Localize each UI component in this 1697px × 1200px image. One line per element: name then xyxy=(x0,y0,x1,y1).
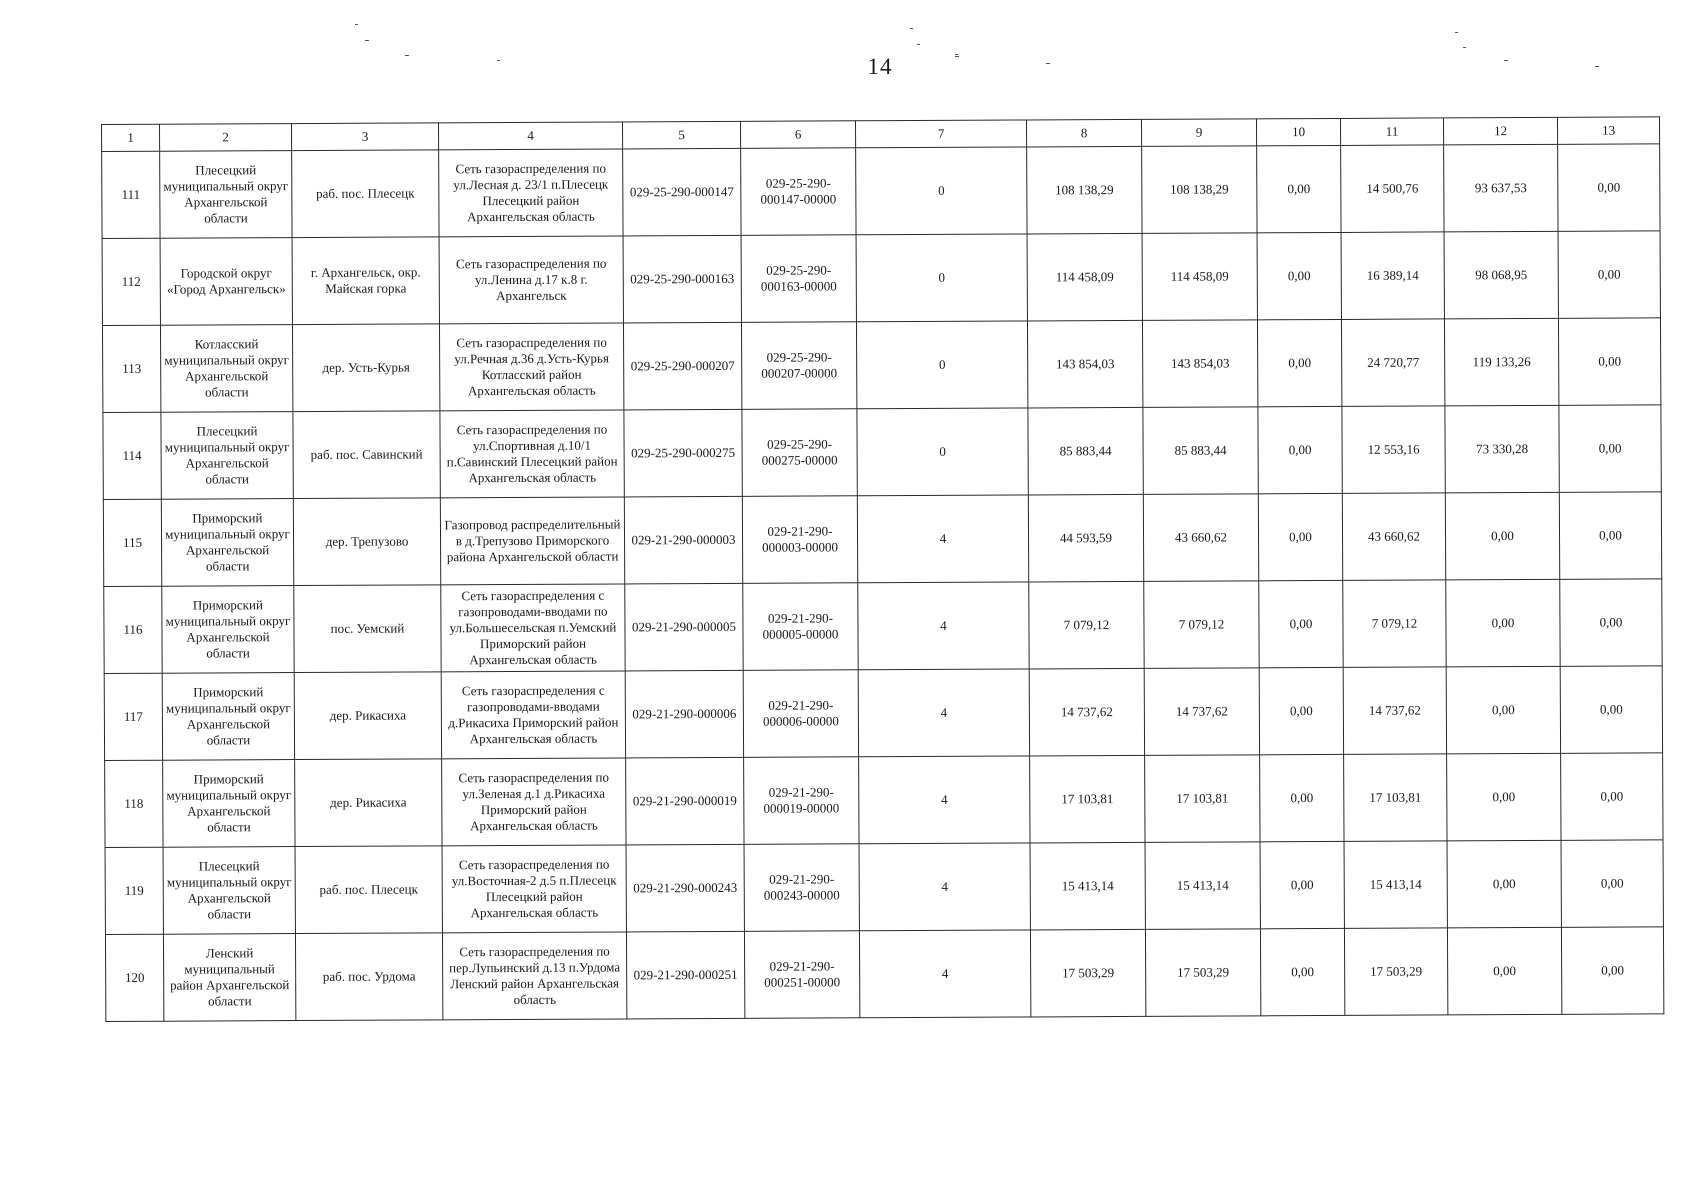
value-cell-12: 98 068,95 xyxy=(1444,231,1558,319)
value-cell-13: 0,00 xyxy=(1558,318,1660,405)
value-cell-11: 17 103,81 xyxy=(1344,754,1447,842)
scan-speck xyxy=(910,28,913,29)
column-header: 13 xyxy=(1557,117,1659,144)
registry-code-cell: 029-21-290-000243-00000 xyxy=(744,844,859,932)
value-cell-10: 0,00 xyxy=(1258,406,1342,493)
object-code-cell: 029-21-290-000006 xyxy=(625,670,743,758)
municipality-cell: Ленский муниципальный район Архангельской области xyxy=(163,934,295,1022)
row-number-cell: 119 xyxy=(105,847,163,934)
column-header: 10 xyxy=(1256,118,1340,145)
settlement-cell: раб. пос. Урдома xyxy=(295,933,442,1021)
value-cell-12: 73 330,28 xyxy=(1445,405,1559,493)
column-header: 3 xyxy=(292,123,439,151)
value-cell-13: 0,00 xyxy=(1560,579,1662,666)
value-cell-12: 0,00 xyxy=(1446,666,1560,754)
registry-code-cell: 029-25-290-000275-00000 xyxy=(742,409,857,497)
value-cell-11: 24 720,77 xyxy=(1341,319,1444,407)
value-cell-13: 0,00 xyxy=(1561,840,1663,927)
value-cell-11: 15 413,14 xyxy=(1344,841,1447,929)
value-cell-8: 17 503,29 xyxy=(1030,929,1145,1017)
value-cell-12: 0,00 xyxy=(1447,840,1561,928)
scan-speck xyxy=(1595,66,1599,67)
page-number: 14 xyxy=(867,54,893,79)
registry-code-cell: 029-21-290-000019-00000 xyxy=(744,757,859,845)
scan-speck xyxy=(1046,63,1050,64)
object-code-cell: 029-21-290-000243 xyxy=(626,844,744,932)
registry-code-cell: 029-21-290-000251-00000 xyxy=(744,931,859,1019)
value-cell-13: 0,00 xyxy=(1561,753,1663,840)
value-cell-7: 4 xyxy=(858,582,1029,670)
value-cell-9: 17 103,81 xyxy=(1145,755,1260,843)
value-cell-13: 0,00 xyxy=(1560,666,1662,753)
value-cell-12: 93 637,53 xyxy=(1444,144,1558,232)
data-table xyxy=(101,116,1664,1022)
value-cell-11: 43 660,62 xyxy=(1342,493,1445,581)
value-cell-11: 17 503,29 xyxy=(1344,928,1447,1016)
object-code-cell: 029-25-290-000163 xyxy=(623,235,741,323)
value-cell-7: 4 xyxy=(858,669,1029,757)
value-cell-13: 0,00 xyxy=(1559,405,1661,492)
value-cell-10: 0,00 xyxy=(1257,232,1341,319)
value-cell-8: 108 138,29 xyxy=(1027,146,1142,234)
value-cell-8: 44 593,59 xyxy=(1028,494,1143,582)
value-cell-12: 119 133,26 xyxy=(1444,318,1558,406)
municipality-cell: Приморский муниципальный округ Архангельской области xyxy=(162,586,294,674)
object-name-cell: Сеть газораспределения по ул.Лесная д. 23/1 п.Плесецк Плесецкий район Архангельская область xyxy=(439,149,623,237)
row-number-cell: 118 xyxy=(105,760,163,847)
value-cell-12: 0,00 xyxy=(1447,927,1561,1015)
row-number-cell: 112 xyxy=(102,238,160,325)
value-cell-7: 0 xyxy=(857,408,1028,496)
row-number-cell: 115 xyxy=(103,499,161,586)
object-code-cell: 029-25-290-000207 xyxy=(623,322,741,410)
registry-code-cell: 029-25-290-000147-00000 xyxy=(741,148,856,236)
value-cell-11: 14 737,62 xyxy=(1343,667,1446,755)
value-cell-9: 14 737,62 xyxy=(1144,668,1259,756)
value-cell-13: 0,00 xyxy=(1561,927,1663,1014)
municipality-cell: Плесецкий муниципальный округ Архангельской области xyxy=(161,412,293,500)
value-cell-13: 0,00 xyxy=(1558,144,1660,231)
column-header: 8 xyxy=(1026,119,1141,147)
value-cell-7: 0 xyxy=(856,147,1027,235)
table-row xyxy=(102,231,1660,326)
value-cell-10: 0,00 xyxy=(1260,928,1344,1015)
table-row xyxy=(104,666,1662,761)
table-row xyxy=(104,579,1662,674)
value-cell-7: 0 xyxy=(856,234,1027,322)
value-cell-7: 0 xyxy=(856,321,1027,409)
value-cell-8: 14 737,62 xyxy=(1029,668,1144,756)
table-row xyxy=(103,405,1661,500)
value-cell-9: 43 660,62 xyxy=(1143,494,1258,582)
object-name-cell: Сеть газораспределения по ул.Восточная-2 д.5 п.Плесецк Плесецкий район Архангельская область xyxy=(442,845,626,933)
registry-code-cell: 029-21-290-000003-00000 xyxy=(742,496,857,584)
object-code-cell: 029-21-290-000003 xyxy=(624,496,742,584)
column-header: 6 xyxy=(740,121,855,149)
registry-code-cell: 029-21-290-000006-00000 xyxy=(743,670,858,758)
registry-code-cell: 029-25-290-000207-00000 xyxy=(741,322,856,410)
municipality-cell: Приморский муниципальный округ Архангельской области xyxy=(161,499,293,587)
object-code-cell: 029-21-290-000019 xyxy=(626,757,744,845)
object-name-cell: Сеть газораспределения по ул.Спортивная д.10/1 п.Савинский Плесецкий район Архангельская область xyxy=(440,410,624,498)
value-cell-10: 0,00 xyxy=(1260,841,1344,928)
column-header: 1 xyxy=(102,124,160,151)
municipality-cell: Плесецкий муниципальный округ Архангельской области xyxy=(163,847,295,935)
table-row xyxy=(105,927,1663,1022)
object-code-cell: 029-25-290-000147 xyxy=(623,148,741,236)
value-cell-10: 0,00 xyxy=(1259,580,1343,667)
object-name-cell: Газопровод распределительный в д.Трепузово Приморского района Архангельской области xyxy=(440,497,624,585)
object-name-cell: Сеть газораспределения с газопроводами-вводами по ул.Большесельская п.Уемский Приморский район Архангельская область xyxy=(441,584,625,672)
registry-code-cell: 029-25-290-000163-00000 xyxy=(741,235,856,323)
value-cell-11: 16 389,14 xyxy=(1341,232,1444,320)
object-name-cell: Сеть газораспределения по ул.Речная д.36 д.Усть-Курья Котласский район Архангельская область xyxy=(439,323,623,411)
scan-speck xyxy=(497,60,500,61)
value-cell-8: 7 079,12 xyxy=(1029,581,1144,669)
row-number-cell: 117 xyxy=(104,673,162,760)
column-header: 9 xyxy=(1141,119,1256,147)
registry-code-cell: 029-21-290-000005-00000 xyxy=(743,583,858,671)
value-cell-10: 0,00 xyxy=(1257,145,1341,232)
value-cell-9: 17 503,29 xyxy=(1145,929,1260,1017)
object-name-cell: Сеть газораспределения по ул.Ленина д.17 к.8 г. Архангельск xyxy=(439,236,623,324)
value-cell-12: 0,00 xyxy=(1447,753,1561,841)
row-number-cell: 116 xyxy=(104,586,162,673)
column-header: 5 xyxy=(622,121,740,149)
value-cell-7: 4 xyxy=(857,495,1028,583)
scan-speck xyxy=(1463,47,1466,48)
value-cell-9: 143 854,03 xyxy=(1142,320,1257,408)
value-cell-12: 0,00 xyxy=(1445,492,1559,580)
object-code-cell: 029-25-290-000275 xyxy=(624,409,742,497)
value-cell-9: 108 138,29 xyxy=(1142,146,1257,234)
value-cell-9: 114 458,09 xyxy=(1142,233,1257,321)
value-cell-11: 12 553,16 xyxy=(1342,406,1445,494)
scan-speck xyxy=(365,40,369,41)
value-cell-13: 0,00 xyxy=(1559,492,1661,579)
municipality-cell: Плесецкий муниципальный округ Архангельской области xyxy=(160,151,292,239)
value-cell-11: 7 079,12 xyxy=(1343,580,1446,668)
table-row xyxy=(102,144,1660,239)
scan-speck xyxy=(1455,32,1458,33)
table-row xyxy=(105,840,1663,935)
scan-speck xyxy=(955,56,959,57)
object-code-cell: 029-21-290-000251 xyxy=(626,931,744,1019)
settlement-cell: пос. Уемский xyxy=(294,585,441,673)
row-number-cell: 120 xyxy=(105,934,163,1021)
value-cell-7: 4 xyxy=(859,843,1030,931)
value-cell-11: 14 500,76 xyxy=(1341,145,1444,233)
settlement-cell: дер. Рикасиха xyxy=(295,759,442,847)
table-row xyxy=(102,318,1660,413)
municipality-cell: Приморский муниципальный округ Архангельской области xyxy=(162,673,294,761)
municipality-cell: Котласский муниципальный округ Архангельской области xyxy=(160,325,292,413)
value-cell-9: 15 413,14 xyxy=(1145,842,1260,930)
value-cell-10: 0,00 xyxy=(1258,493,1342,580)
row-number-cell: 111 xyxy=(102,151,160,238)
value-cell-13: 0,00 xyxy=(1558,231,1660,318)
column-header: 4 xyxy=(438,122,622,150)
value-cell-9: 7 079,12 xyxy=(1144,581,1259,669)
municipality-cell: Приморский муниципальный округ Архангельской области xyxy=(163,760,295,848)
scan-speck xyxy=(405,55,409,56)
value-cell-10: 0,00 xyxy=(1257,319,1341,406)
row-number-cell: 114 xyxy=(103,412,161,499)
settlement-cell: дер. Усть-Курья xyxy=(292,324,439,412)
settlement-cell: дер. Трепузово xyxy=(293,498,440,586)
value-cell-7: 4 xyxy=(859,756,1030,844)
value-cell-8: 143 854,03 xyxy=(1027,320,1142,408)
settlement-cell: раб. пос. Плесецк xyxy=(292,150,439,238)
value-cell-10: 0,00 xyxy=(1260,754,1344,841)
settlement-cell: раб. пос. Плесецк xyxy=(295,846,442,934)
value-cell-7: 4 xyxy=(859,930,1030,1018)
settlement-cell: г. Архангельск, окр. Майская горка xyxy=(292,237,439,325)
value-cell-8: 17 103,81 xyxy=(1030,755,1145,843)
value-cell-9: 85 883,44 xyxy=(1143,407,1258,495)
value-cell-8: 114 458,09 xyxy=(1027,233,1142,321)
scan-speck xyxy=(1504,60,1508,61)
scan-speck xyxy=(355,24,358,25)
municipality-cell: Городской округ «Город Архангельск» xyxy=(160,238,292,326)
value-cell-10: 0,00 xyxy=(1259,667,1343,754)
table-row xyxy=(105,753,1663,848)
settlement-cell: дер. Рикасиха xyxy=(294,672,441,760)
object-name-cell: Сеть газораспределения по пер.Лупьинский д.13 п.Урдома Ленский район Архангельская область xyxy=(442,932,626,1020)
value-cell-12: 0,00 xyxy=(1446,579,1560,667)
column-header: 11 xyxy=(1340,118,1443,146)
column-header: 2 xyxy=(160,124,292,152)
row-number-cell: 113 xyxy=(102,325,160,412)
column-header: 12 xyxy=(1443,117,1557,145)
value-cell-8: 15 413,14 xyxy=(1030,842,1145,930)
value-cell-8: 85 883,44 xyxy=(1028,407,1143,495)
scan-speck xyxy=(917,44,920,45)
object-name-cell: Сеть газораспределения по ул.Зеленая д.1 д.Рикасиха Приморский район Архангельская область xyxy=(442,758,626,846)
scan-speck xyxy=(955,54,958,55)
table-row xyxy=(103,492,1661,587)
object-code-cell: 029-21-290-000005 xyxy=(625,583,743,671)
settlement-cell: раб. пос. Савинский xyxy=(293,411,440,499)
column-header: 7 xyxy=(855,120,1026,148)
object-name-cell: Сеть газораспределения с газопроводами-вводами д.Рикасиха Приморский район Архангельская область xyxy=(441,671,625,759)
